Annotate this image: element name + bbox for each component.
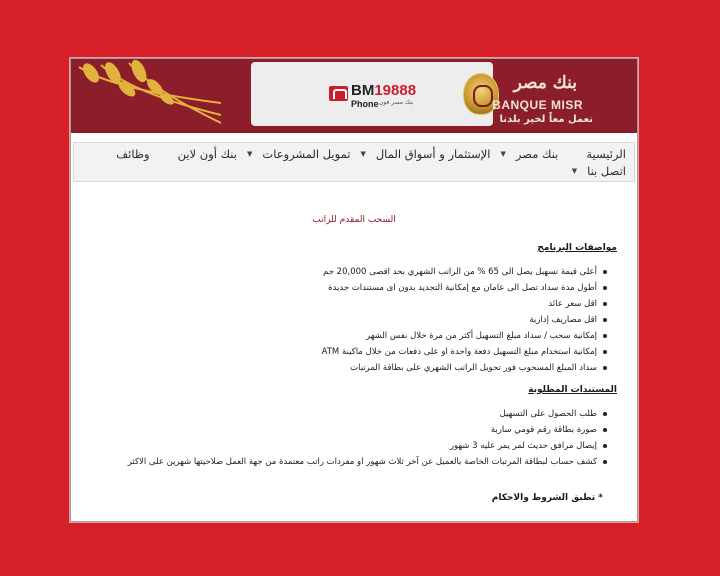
logo-english-text: BANQUE MISR	[492, 98, 583, 112]
nav-item-1[interactable]	[490, 147, 558, 161]
nav-item-label: بنك مصر	[515, 147, 559, 161]
main-navigation	[73, 142, 635, 182]
wheat-decoration-icon	[71, 59, 221, 133]
page-content	[71, 209, 637, 521]
site-header	[71, 59, 637, 133]
hotline-sub-label: بنك مصر فون	[379, 99, 414, 106]
hotline-phone-label: Phone	[351, 99, 379, 109]
list-item: أطول مدة سداد تصل الى عامان مع إمكانية التجديد بدون اى مستندات جديدة	[322, 281, 607, 297]
hotline-prefix: BM	[351, 82, 375, 99]
list-item: أعلى قيمة تسهيل يصل الى 65 % من الراتب الشهري بحد اقصى 20,000 جم	[322, 265, 607, 281]
phone-icon	[329, 86, 348, 101]
browser-page	[70, 58, 638, 522]
list-item: سداد المبلغ المسحوب فور تحويل الراتب الشهري على بطاقة المرتبات	[322, 361, 607, 377]
features-list	[322, 265, 607, 377]
nav-item-label: بنك أون لاين	[177, 147, 237, 161]
logo-slogan: نعمل معاً لخير بلدنا	[499, 114, 593, 125]
nav-item-3[interactable]	[237, 147, 350, 161]
nav-item-5[interactable]	[88, 147, 149, 161]
list-item: إمكانية سحب / سداد مبلغ التسهيل أكثر من مرة خلال نفس الشهر	[322, 329, 607, 345]
chevron-down-icon[interactable]: ▼	[360, 150, 366, 158]
documents-list	[128, 407, 607, 471]
nav-item-0[interactable]	[558, 147, 626, 161]
list-item: اقل سعر عائد	[322, 297, 607, 313]
chevron-down-icon[interactable]: ▼	[500, 150, 506, 158]
list-item: صورة بطاقة رقم قومي سارية	[128, 423, 607, 439]
nav-row-secondary	[562, 164, 626, 178]
chevron-down-icon[interactable]: ▼	[246, 150, 253, 158]
list-item: طلب الحصول على التسهيل	[128, 407, 607, 423]
chevron-down-icon[interactable]: ▼	[571, 167, 578, 175]
nav-item-4[interactable]	[150, 147, 237, 161]
nav-item-label: الإستثمار و أسواق المال	[375, 147, 491, 161]
nav-item-label: تمويل المشروعات	[262, 147, 351, 161]
nav-item-label: الرئيسية	[586, 147, 626, 161]
nav-row-primary	[88, 147, 626, 161]
hotline-digits: 19888	[374, 82, 417, 99]
list-item: إيصال مرافق حديث لمر يمر عليه 3 شهور	[128, 439, 607, 455]
logo-arabic-text: بنك مصر	[513, 73, 577, 93]
hotline-number	[351, 82, 416, 99]
list-item: كشف حساب لبطاقة المرتبات الخاصة بالعميل عن آخر ثلاث شهور او مفردات راتب معتمدة من جهة العمل صلاحيتها شهرين على الاكثر	[128, 455, 607, 471]
terms-note: * تطبق الشروط والاحكام	[491, 493, 603, 503]
bank-logo[interactable]	[457, 65, 627, 127]
page-title: السحب المقدم للراتب	[312, 215, 396, 225]
nav-item-2[interactable]	[350, 147, 490, 161]
nav-item-label: اتصل بنا	[587, 164, 626, 178]
nav-item-secondary-0[interactable]	[562, 164, 626, 178]
features-heading: مواصفات البرنامج	[537, 243, 617, 253]
list-item: إمكانية استخدام مبلغ التسهيل دفعة واحدة او على دفعات من خلال ماكينة ATM	[322, 345, 607, 361]
documents-heading: المستندات المطلوبة	[528, 385, 617, 395]
list-item: اقل مصاريف إدارية	[322, 313, 607, 329]
nav-item-label: وظائف	[116, 147, 150, 161]
